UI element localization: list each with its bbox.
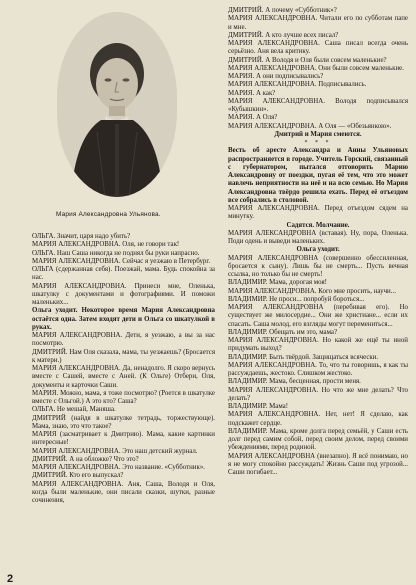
stage-direction: Ольга уходит. Некоторое время Мария Александровна остаётся одна. Затем входят дети и Ольга со шкатулкой в руках.	[32, 307, 215, 331]
dialogue-paragraph: ОЛЬГА. Значит, царя надо убить?	[32, 233, 131, 240]
dialogue-paragraph: МАРИЯ АЛЕКСАНДРОВНА (совершенно обессиленная, бросается к сыну). Лишь бы не смерть... Пусть вечная ссылка, но только бы не смерть!	[228, 254, 408, 278]
dialogue-paragraph: ДМИТРИЙ (найдя в шкатулке тетрадь, торжествующе). Мама, знаю, это что такое?	[32, 414, 215, 430]
dialogue-paragraph: ДМИТРИЙ. А почему «Субботник»?	[228, 7, 337, 14]
dialogue-paragraph: МАРИЯ (засматривает к Дмитрию). Мама, какие картинки интересные!	[32, 431, 215, 447]
portrait-illustration	[57, 12, 177, 197]
portrait-caption: Мария Александровна Ульянова.	[56, 211, 161, 218]
dialogue-paragraph: МАРИЯ АЛЕКСАНДРОВНА. Нет, нет! Я сделаю, как подскажет сердце.	[228, 411, 408, 427]
dialogue-paragraph: МАРИЯ АЛЕКСАНДРОВНА. Сейчас я уезжаю в Петербург.	[32, 257, 211, 265]
page-number: 2	[7, 573, 14, 585]
section-divider: * * *	[304, 140, 332, 146]
dialogue-paragraph: МАРИЯ АЛЕКСАНДРОВНА. Они были совсем маленькие.	[228, 64, 404, 72]
dialogue-paragraph: МАРИЯ АЛЕКСАНДРОВНА. Это название. «Субботник».	[32, 464, 206, 471]
dialogue-paragraph: МАРИЯ АЛЕКСАНДРОВНА. Кого мне просить, научи...	[228, 287, 396, 295]
dialogue-paragraph: МАРИЯ АЛЕКСАНДРОВНА (перебивая его). Но существует же милосердие... Они же христиане... если их спасать. Саша молод, его взгляды могут перемениться...	[228, 304, 408, 328]
dialogue-paragraph: МАРИЯ АЛЕКСАНДРОВНА (внезапно). Я всё понимаю, но я не могу спокойно рассуждать! Жизнь Саши под угрозой... Саши погибает...	[228, 452, 408, 476]
portrait-photo	[57, 12, 177, 197]
dialogue-paragraph: МАРИЯ АЛЕКСАНДРОВНА. Перед отъездом сядем на минутку.	[228, 205, 408, 221]
dialogue-paragraph: МАРИЯ АЛЕКСАНДРОВНА. То, что ты говоришь, я как ты рассуждаешь, жестоко. Слишком жестоко.	[228, 361, 408, 377]
dialogue-paragraph: МАРИЯ АЛЕКСАНДРОВНА. Но какой же ещё ты иной придумать выход?	[228, 337, 408, 353]
dialogue-paragraph: МАРИЯ АЛЕКСАНДРОВНА. Это наш детский журнал.	[32, 447, 198, 455]
dialogue-paragraph: ВЛАДИМИР. Быть твёрдой. Защищаться всячески.	[228, 353, 379, 361]
dialogue-paragraph: ОЛЬГА. Наш Саша никогда не поднял бы руки напрасно.	[32, 249, 200, 257]
stage-direction: Дмитрий и Мария смеются.	[274, 130, 362, 138]
dialogue-paragraph: ОЛЬГА (сдержанная себя). Поезжай, мама. Будь спокойна за нас.	[32, 266, 215, 282]
dialogue-paragraph: МАРИЯ АЛЕКСАНДРОВНА. Принеси мне, Оленька, шкатулку с документами и фотографиями. И поможи маленьких...	[32, 282, 215, 306]
dialogue-paragraph: МАРИЯ АЛЕКСАНДРОВНА. Аня, Саша, Володя и Оля, когда были маленькие, они писали сказки, шутки, разные сочинения,	[32, 480, 215, 504]
dialogue-paragraph: ДМИТРИЙ. Кто его выпускал?	[32, 472, 124, 480]
dialogue-paragraph: ОЛЬГА. Не мешай, Маняша.	[32, 406, 116, 414]
dialogue-paragraph: ВЛАДИМИР. Не проси... попробуй бороться...	[228, 295, 365, 303]
right-text-column	[228, 7, 408, 477]
stage-direction: Ольга уходит.	[296, 246, 340, 254]
dialogue-paragraph: МАРИЯ АЛЕКСАНДРОВНА. Читали его по субботам папе и мне.	[228, 15, 408, 31]
dialogue-paragraph: МАРИЯ. А Оля?	[228, 114, 278, 122]
dialogue-paragraph: ВЛАДИМИР. Мама!	[228, 403, 289, 410]
dialogue-paragraph: МАРИЯ АЛЕКСАНДРОВНА. Подписывались.	[228, 81, 367, 89]
dialogue-paragraph: МАРИЯ АЛЕКСАНДРОВНА. Оля, не говори так!	[32, 241, 180, 249]
dialogue-paragraph: МАРИЯ. А как?	[228, 89, 276, 97]
dialogue-paragraph: ВЛАДИМИР. Мама, кроме долга перед семьёй, у Саши есть долг перед самим собой, перед своим делом, перед своими убеждениями, перед родиной.	[228, 427, 408, 452]
dialogue-paragraph: МАРИЯ. А они подписывались?	[228, 73, 324, 80]
dialogue-paragraph: ДМИТРИЙ. Нам Оля сказала, мама, ты уезжаешь? (Бросается к матери.)	[32, 348, 215, 364]
dialogue-paragraph: МАРИЯ АЛЕКСАНДРОВНА. Дети, я уезжаю, а вы за нас посмотрю.	[32, 332, 215, 348]
dialogue-paragraph: МАРИЯ АЛЕКСАНДРОВНА (вставая). Ну, пора, Оленька. Поди одень и выведи маленьких.	[228, 229, 408, 245]
dialogue-paragraph: МАРИЯ АЛЕКСАНДРОВНА. Да, ненадолго. Я скоро вернусь вместе с Сашей, вместе с Аней. (К Ольге) Отбери, Оля, документы и карточки Саши.	[32, 365, 215, 389]
dialogue-paragraph: МАРИЯ АЛЕКСАНДРОВНА. Володя подписывался «Кубышкин».	[228, 97, 408, 113]
left-text-column	[32, 233, 215, 505]
dialogue-paragraph: МАРИЯ АЛЕКСАНДРОВНА. А Оля — «Обезьянкою».	[228, 122, 392, 130]
dialogue-paragraph: ДМИТРИЙ. А Володя и Оля были совсем маленькие?	[228, 56, 387, 64]
stage-direction: Весть об аресте Александра и Анны Ульяновых распространяется в городе. Учитель Горский, связанный с губернатором, пытался отговорить Марию Александровну от поездки, пугая её тем, что это может навлечь неприятности на неё и на всю семью. Но Мария Александровна твёрдо решила ехать. Перед её отъездом все собрались в столовой.	[228, 147, 408, 204]
stage-direction: Садятся. Молчание.	[286, 221, 350, 229]
dialogue-paragraph: ДМИТРИЙ. А на обложке? Что это?	[32, 455, 139, 463]
dialogue-paragraph: МАРИЯ АЛЕКСАНДРОВНА. Саша писал всегда очень серьёзно. Аня вела критику.	[228, 40, 408, 56]
dialogue-paragraph: ВЛАДИМИР. Мама, бесценная, прости меня.	[228, 378, 361, 386]
dialogue-paragraph: ВЛАДИМИР. Мама, дорогая моя!	[228, 279, 327, 287]
dialogue-paragraph: МАРИЯ. Можно, мама, я тоже посмотрю? (Роется в шкатулке вместе с Ольгой.) А это кто? Саша?	[32, 389, 215, 405]
dialogue-paragraph: МАРИЯ АЛЕКСАНДРОВНА. Но что же мне делать? Что делать?	[228, 386, 408, 402]
dialogue-paragraph: ВЛАДИМИР. Обещать им это, мама?	[228, 328, 338, 336]
dialogue-paragraph: ДМИТРИЙ. А кто лучше всех писал?	[228, 31, 339, 39]
